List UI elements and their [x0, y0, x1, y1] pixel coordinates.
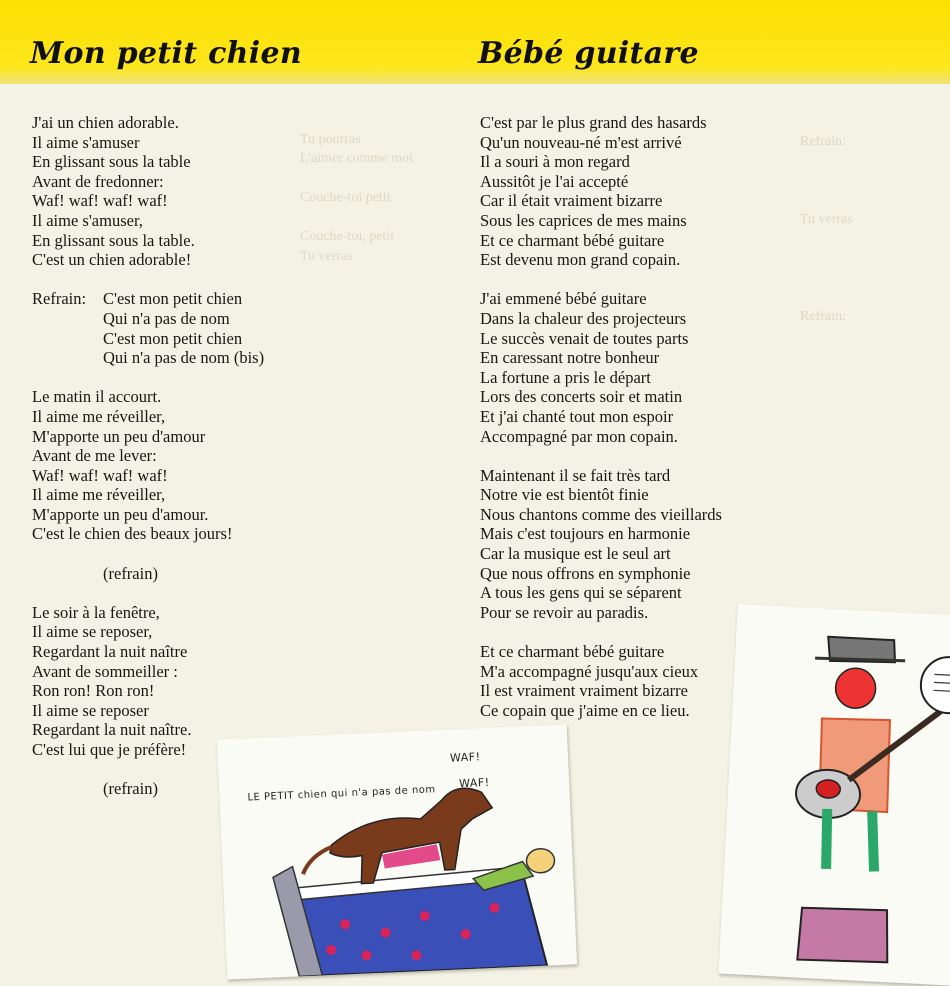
verse-line: A tous les gens qui se séparent	[480, 583, 682, 603]
drawing-waf-1: WAF!	[449, 750, 481, 765]
verse-line: Le soir à la fenêtre,	[32, 602, 160, 622]
stanza-1	[32, 113, 362, 270]
right-title: Bébé guitare	[478, 36, 699, 71]
verse-line: Maintenant il se fait très tard	[480, 465, 671, 485]
verse-line: C'est mon petit chien	[103, 328, 243, 348]
verse-line: J'ai un chien adorable.	[32, 113, 179, 132]
verse-line: La fortune a pris le départ	[480, 367, 651, 387]
refrain-label: Refrain:	[32, 289, 87, 309]
verse-line: Il aime s'amuser	[32, 132, 140, 152]
verse-line: Il aime me réveiller,	[32, 485, 166, 505]
verse-line: Avant de me lever:	[32, 446, 157, 466]
verse-line: Et ce charmant bébé guitare	[480, 230, 665, 250]
verse-line: C'est lui que je préfère!	[32, 740, 187, 759]
verse-line: Regardant la nuit naître	[32, 642, 188, 662]
verse-line: Avant de sommeiller :	[32, 661, 178, 681]
verse-line: Et j'ai chanté tout mon espoir	[480, 406, 674, 426]
verse-line: Accompagné par mon copain.	[480, 426, 678, 446]
verse-line: C'est un chien adorable!	[32, 250, 192, 270]
verse-line: Notre vie est bientôt finie	[480, 485, 649, 505]
child-drawing-dog-on-bed	[217, 724, 577, 979]
verse-line: Car la musique est le seul art	[480, 544, 671, 564]
verse-line: Il a souri à mon regard	[480, 152, 630, 172]
verse-line: Mais c'est toujours en harmonie	[480, 524, 691, 544]
refrain-reference	[32, 564, 362, 584]
verse-line: Est devenu mon grand copain.	[480, 250, 681, 270]
left-title: Mon petit chien	[30, 36, 302, 71]
verse-line: M'apporte un peu d'amour.	[32, 504, 209, 524]
verse-line: Qu'un nouveau-né m'est arrivé	[480, 132, 682, 152]
verse-line: M'apporte un peu d'amour	[32, 426, 206, 446]
verse-line: Ce copain que j'aime en ce lieu.	[480, 700, 690, 720]
show-through-left: Tu pourras L'aimer comme moi Couche-toi petit Couche-toi, petit Tu verras	[300, 131, 413, 264]
verse-line: Que nous offrons en symphonie	[480, 563, 691, 583]
verse-line: Avant de fredonner:	[32, 171, 164, 191]
show-through-right: Refrain: Tu verras Refrain:	[800, 133, 853, 324]
drawing-caption: LE PETIT chien qui n'a pas de nom	[247, 784, 436, 804]
verse-line: Waf! waf! waf! waf!	[32, 465, 168, 485]
verse-line: C'est le chien des beaux jours!	[32, 524, 233, 544]
verse-line: Car il était vraiment bizarre	[480, 191, 663, 211]
verse-line: Il est vraiment vraiment bizarre	[480, 681, 688, 701]
verse-line: Qui n'a pas de nom	[103, 308, 230, 328]
verse-line: Lors des concerts soir et matin	[480, 387, 683, 407]
stanza-2	[480, 289, 780, 446]
refrain-marker: (refrain)	[103, 779, 158, 799]
verse-line: Et ce charmant bébé guitare	[480, 642, 665, 662]
verse-line: Le matin il accourt.	[32, 387, 162, 407]
child-drawing-guitar-player	[718, 604, 950, 986]
verse-line: C'est par le plus grand des hasards	[480, 113, 707, 132]
verse-line: J'ai emmené bébé guitare	[480, 289, 647, 309]
verse-line: Il aime me réveiller,	[32, 406, 166, 426]
stanza-2	[32, 387, 362, 544]
verse-line: Regardant la nuit naître.	[32, 720, 192, 740]
verse-line: Il aime s'amuser,	[32, 210, 143, 230]
stanza-1	[480, 113, 780, 270]
verse-line: Dans la chaleur des projecteurs	[480, 308, 687, 328]
verse-line: M'a accompagné jusqu'aux cieux	[480, 661, 699, 681]
verse-line: C'est mon petit chien	[103, 289, 243, 309]
verse-line: Nous chantons comme des vieillards	[480, 504, 722, 524]
verse-line: En glissant sous la table.	[32, 230, 195, 250]
refrain	[32, 289, 362, 367]
verse-line: Il aime se reposer	[32, 700, 149, 720]
verse-line: Ron ron! Ron ron!	[32, 681, 155, 701]
verse-line: Aussitôt je l'ai accepté	[480, 171, 629, 191]
verse-line: Le succès venait de toutes parts	[480, 328, 689, 348]
verse-line: Waf! waf! waf! waf!	[32, 191, 168, 211]
poem-mon-petit-chien	[32, 113, 362, 818]
verse-line: Pour se revoir au paradis.	[480, 602, 649, 622]
verse-line: Sous les caprices de mes mains	[480, 210, 687, 230]
verse-line: Il aime se reposer,	[32, 622, 153, 642]
verse-line: En caressant notre bonheur	[480, 348, 660, 368]
verse-line: En glissant sous la table	[32, 152, 191, 172]
refrain-marker: (refrain)	[103, 563, 158, 583]
drawing-waf-2: WAF!	[458, 775, 490, 791]
stanza-3	[480, 466, 780, 623]
verse-line: Qui n'a pas de nom (bis)	[103, 348, 265, 368]
